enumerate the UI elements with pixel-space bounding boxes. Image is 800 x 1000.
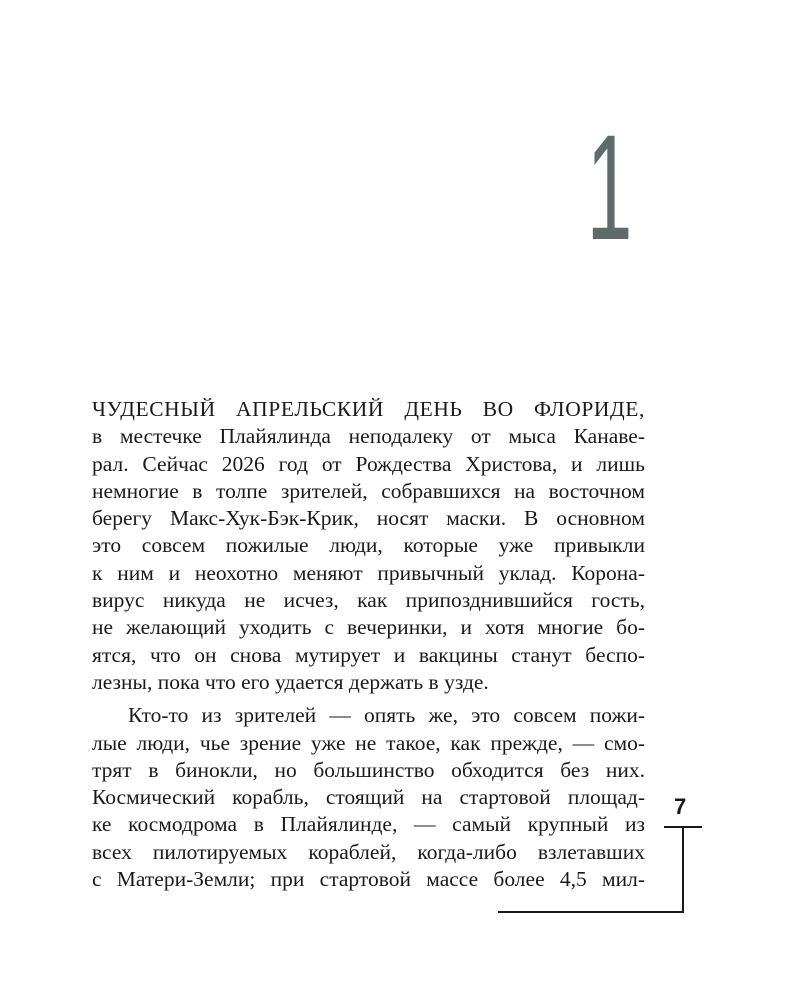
folio-rule-bottom [498,911,684,913]
text-line: трят в бинокли, но большинство обходится без них. [92,757,645,782]
text-line: Космический корабль, стоящий на стартовой площад- [92,785,645,810]
opening-line: ЧУДЕСНЫЙ АПРЕЛЬСКИЙ ДЕНЬ ВО ФЛОРИДЕ, [92,397,645,421]
text-line: рал. Сейчас 2026 год от Рождества Христова, и лишь [92,451,645,476]
paragraph-1 [92,396,645,696]
page-number: 7 [674,794,687,819]
text-line: лые люди, чье зрение уже не такое, как прежде, — смо- [92,730,645,755]
text-line: это совсем пожилые люди, которые уже привыкли [92,533,645,558]
text-line: с Матери-Земли; при стартовой массе более 4,5 мил- [92,867,645,892]
body-text [92,396,645,893]
folio-rule-vertical [682,826,684,913]
text-line: лезны, пока что его удается держать в узде. [92,669,489,694]
chapter-number: 1 [586,103,632,271]
text-line: немногие в толпе зрителей, собравшихся на восточном [92,478,645,503]
text-line: берегу Макс-Хук-Бэк-Крик, носят маски. В основном [92,506,645,531]
text-line: к ним и неохотно меняют привычный уклад. Корона- [92,560,645,585]
text-line: Кто-то из зрителей — опять же, это совсем пожи- [128,703,645,728]
text-line: ятся, что он снова мутирует и вакцины станут беспо- [92,642,645,667]
text-line: всех пилотируемых кораблей, когда-либо взлетавших [92,839,645,864]
text-line: не желающий уходить с вечеринки, и хотя многие бо- [92,615,645,640]
paragraph-2 [92,702,645,893]
text-line: в местечке Плайялинда неподалеку от мыса Канаве- [92,424,645,449]
text-line: ке космодрома в Плайялинде, — самый крупный из [92,812,645,837]
text-line: вирус никуда не исчез, как припозднившийся гость, [92,588,645,613]
